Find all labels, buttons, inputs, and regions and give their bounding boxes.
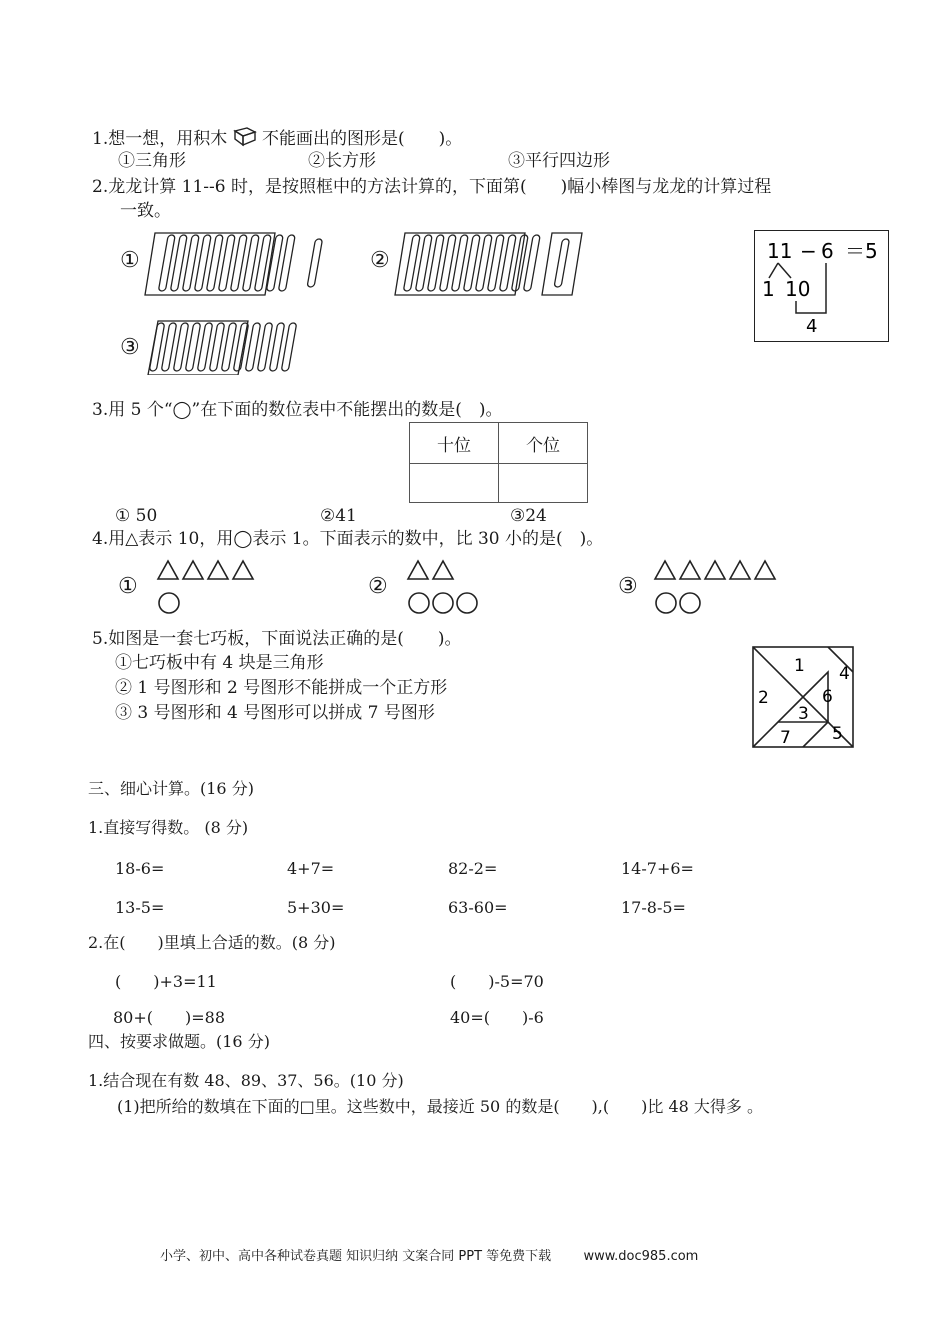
block-shape-icon [233,127,257,147]
tangram-label-7: 7 [780,728,791,748]
tangram-label-3: 3 [798,704,809,724]
q2-marker-2: ② [370,248,390,273]
stick-diagram-1 [145,233,323,295]
stick [230,235,247,291]
q4-marker-1: ① [118,574,138,599]
q2-marker-1: ① [120,248,140,273]
fill-r1-c1: ( )+3=11 [115,972,217,991]
tangram-label-6: 6 [822,687,833,707]
fill-r2-c1: 80+( )=88 [113,1008,226,1027]
table-header-tens: 十位 [410,423,499,464]
triangle-icon [655,561,675,579]
stick [475,235,492,291]
q1-stem-part-b: 不能画出的图形是( )。 [262,129,463,149]
q1-stem-part-a: 1.想一想，用积木 [92,129,228,149]
fill-r2-c2: 40=( )-6 [450,1008,544,1027]
section4-title: 四、按要求做题。(16 分) [88,1032,270,1051]
stick [194,235,211,291]
calc-r1-c2: 4+7= [287,859,335,878]
fill-r1-c2: ( )-5=70 [450,972,544,991]
stick [499,235,516,291]
q5-option-1: ①七巧板中有 4 块是三角形 [115,653,324,673]
circle-icon [159,593,179,613]
split-line-left [769,263,778,278]
triangle-icon [158,561,178,579]
section3-title: 三、细心计算。(16 分) [88,779,254,798]
calc-r2-c4: 17-8-5= [621,898,686,917]
q5-option-2: ② 1 号图形和 2 号图形不能拼成一个正方形 [115,678,448,698]
q3-option-2: ②41 [320,506,357,526]
q1-option-1: ①三角形 [118,151,186,171]
section3-part1-title: 1.直接写得数。 (8 分) [88,818,249,837]
stick [170,235,187,291]
stick [266,235,283,291]
circle-icon [656,593,676,613]
stick [158,235,175,291]
tangram-piece-7-edge [803,722,828,747]
q5-option-3: ③ 3 号图形和 4 号图形可以拼成 7 号图形 [115,703,435,723]
stick [403,235,420,291]
q3-option-3: ③24 [510,506,547,526]
method-eq-result: ＝5 [845,239,878,263]
stick [242,235,259,291]
q4-marker-2: ② [368,574,388,599]
stick [463,235,480,291]
triangle-icon [730,561,750,579]
triangle-icon [755,561,775,579]
footer-url[interactable]: www.doc985.com [583,1249,699,1264]
stick-diagram-2 [395,233,582,295]
q4-stem: 4.用△表示 10，用◯表示 1。下面表示的数中，比 30 小的是( )。 [92,529,604,549]
tangram-label-2: 2 [758,688,769,708]
triangle-icon [408,561,428,579]
calc-r2-c1: 13-5= [115,898,165,917]
method-box-diagram [755,231,888,341]
section3-part2-title: 2.在( )里填上合适的数。(8 分) [88,933,336,952]
method-eq-a: 11 [767,239,793,263]
stick [307,239,322,287]
section4-part1-sub: (1)把所给的数填在下面的□里。这些数中，最接近 50 的数是( ),( )比 48 大得多 。 [117,1097,763,1116]
triangle-icon [183,561,203,579]
stick [218,235,235,291]
stick [254,235,271,291]
stick [182,235,199,291]
stick [278,235,295,291]
circle-icon [680,593,700,613]
stick-diagrams [140,225,590,375]
circle-icon [409,593,429,613]
stick [415,235,432,291]
method-eq-b: 6 [821,239,834,263]
stick [427,235,444,291]
symbol-group-1 [158,561,253,613]
method-split-1: 1 [762,277,775,301]
section4-part1-title: 1.结合现在有数 48、89、37、56。(10 分) [88,1071,404,1090]
stick [439,235,456,291]
stick-diagram-3 [148,321,297,375]
calc-r1-c3: 82-2= [448,859,498,878]
table-cell-ones [499,464,588,503]
place-value-table [409,422,588,503]
q3-option-1: ① 50 [115,506,158,526]
triangle-icon [705,561,725,579]
tangram-label-1: 1 [794,656,805,676]
calc-r2-c2: 5+30= [287,898,345,917]
q1-option-2: ②长方形 [308,151,376,171]
method-result: 4 [806,316,818,337]
method-split-10: 10 [785,277,811,301]
triangle-icon [680,561,700,579]
tangram-label-5: 5 [832,724,843,744]
q2-stem-line1: 2.龙龙计算 11--6 时，是按照框中的方法计算的，下面第( )幅小棒图与龙龙的计算过程 [92,177,772,197]
tangram-figure [750,644,856,750]
symbol-group-2 [408,561,477,613]
q2-stem-line2: 一致。 [120,201,171,221]
triangle-icon [233,561,253,579]
split-line-right [778,263,791,278]
stick [523,235,540,291]
stick [206,235,223,291]
method-eq-op: − [800,239,817,263]
q3-stem: 3.用 5 个“◯”在下面的数位表中不能摆出的数是( )。 [92,400,503,420]
footer [160,1245,698,1264]
tangram-label-4: 4 [839,664,850,684]
circle-icon [433,593,453,613]
method-box [754,230,889,342]
q1-option-3: ③平行四边形 [508,151,610,171]
triangle-icon [433,561,453,579]
symbol-groups [150,555,800,617]
stick [451,235,468,291]
q2-marker-3: ③ [120,335,140,360]
symbol-group-3 [655,561,775,613]
stick [487,235,504,291]
calc-r1-c4: 14-7+6= [621,859,694,878]
calc-r2-c3: 63-60= [448,898,508,917]
table-header-ones: 个位 [499,423,588,464]
circle-icon [457,593,477,613]
q4-marker-3: ③ [618,574,638,599]
footer-text: 小学、初中、高中各种试卷真题 知识归纳 文案合同 PPT 等免费下载 [160,1249,552,1264]
table-cell-tens [410,464,499,503]
stick [554,239,569,287]
calc-r1-c1: 18-6= [115,859,165,878]
q1-stem [92,127,462,150]
q5-stem: 5.如图是一套七巧板，下面说法正确的是( )。 [92,629,462,649]
triangle-icon [208,561,228,579]
